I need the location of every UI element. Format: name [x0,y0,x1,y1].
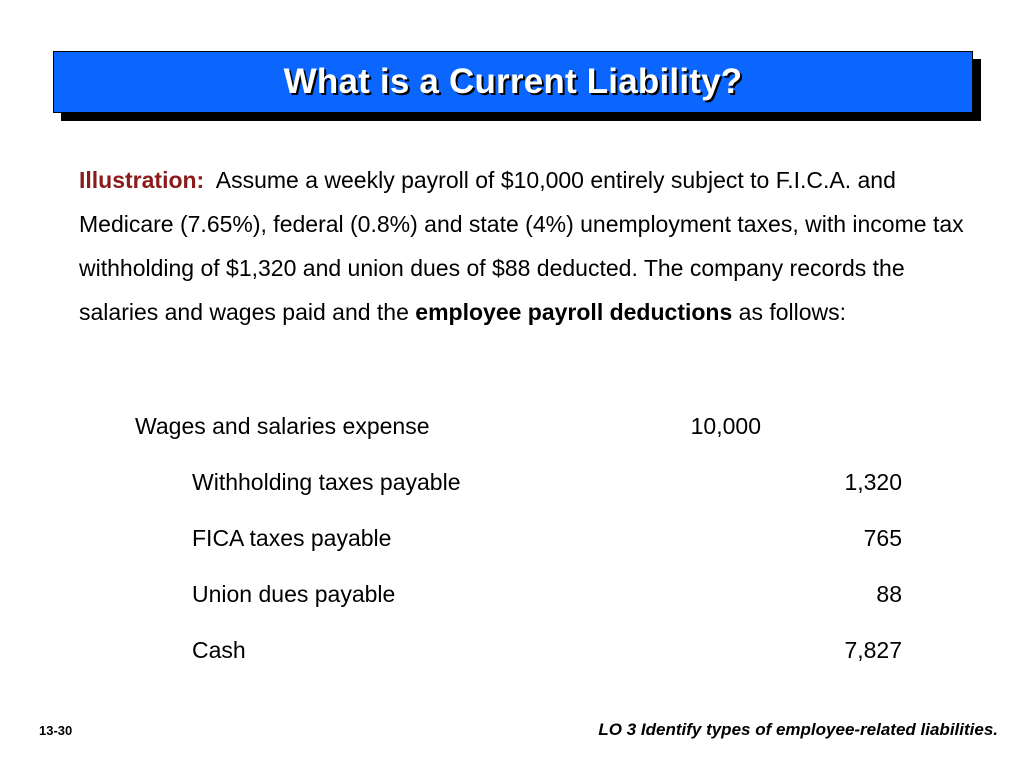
entry-credit-union-dues: 88 [876,581,902,607]
slide-title: What is a Current Liability? [283,62,743,101]
entry-account-wages: Wages and salaries expense [135,413,430,439]
entry-credit-cash: 7,827 [844,637,902,663]
entry-account-cash: Cash [192,637,246,663]
entry-credit-withholding: 1,320 [844,469,902,495]
learning-objective: LO 3 Identify types of employee-related liabilities. [598,720,998,739]
slide-number: 13-30 [39,723,73,738]
entry-account-fica: FICA taxes payable [192,525,392,551]
illustration-label: Illustration: [79,167,205,193]
illustration-paragraph [79,158,979,334]
illustration-text-1: Assume a weekly payroll of $10,000 entirely subject to F.I.C.A. and Medicare (7.65%), federal (0.8%) and state (4%) unemployment taxes, with income tax withholding of $1,320 and union dues of $88 deducted. The company records the salaries and wages paid and the [79,167,964,325]
entry-credit-fica: 765 [863,525,902,551]
illustration-bold-phrase: employee payroll deductions [415,299,733,325]
illustration-text-2: as follows: [738,299,847,325]
entry-debit-wages: 10,000 [690,413,761,439]
entry-account-union-dues: Union dues payable [192,581,396,607]
title-banner [53,51,973,113]
entry-account-withholding: Withholding taxes payable [192,469,461,495]
